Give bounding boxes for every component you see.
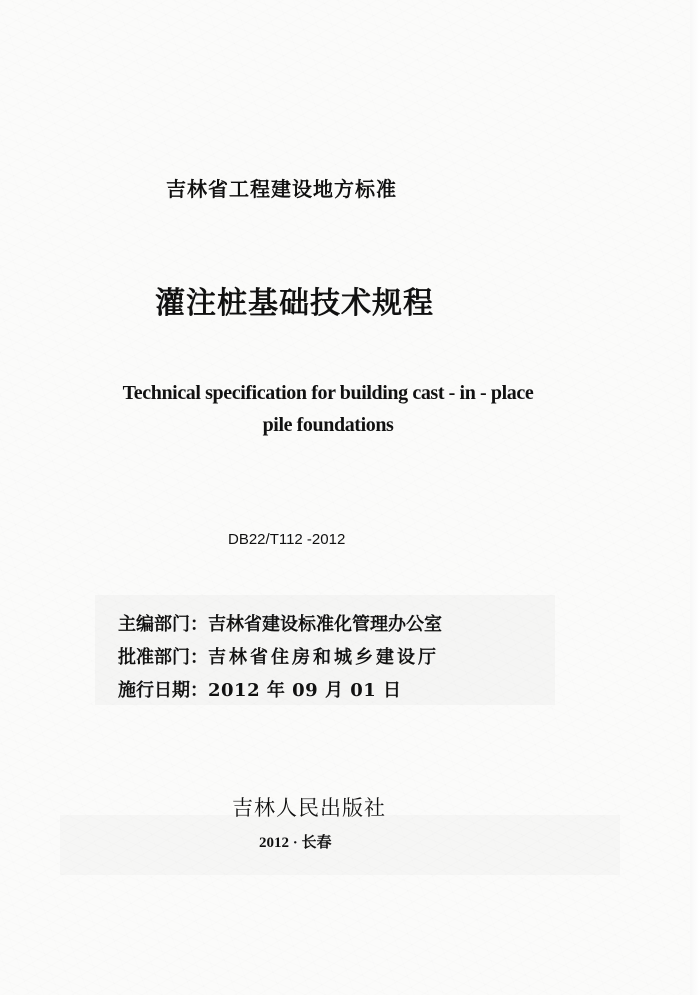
chief-editor-label: 主编部门： xyxy=(118,613,208,635)
approval-label: 批准部门： xyxy=(118,646,208,668)
series-title: 吉林省工程建设地方标准 xyxy=(166,177,397,201)
publication-year-city: 2012 · 长春 xyxy=(259,835,332,851)
effective-date-row xyxy=(118,672,538,705)
chief-editor-row xyxy=(118,606,538,639)
main-title: 灌注桩基础技术规程 xyxy=(155,286,434,321)
effective-date-value: 2012 年 09 月 01 日 xyxy=(208,679,402,701)
page-edge xyxy=(690,0,700,995)
effective-date-label: 施行日期： xyxy=(118,679,208,701)
standard-code: DB22/T112 -2012 xyxy=(228,531,346,548)
issuing-info xyxy=(118,606,538,705)
english-title-line-1: Technical specification for building cast - in - place xyxy=(122,382,534,404)
chief-editor-value: 吉林省建设标准化管理办公室 xyxy=(208,613,442,635)
approval-value: 吉林省住房和城乡建设厅 xyxy=(208,646,439,668)
english-title xyxy=(63,377,593,441)
approval-row xyxy=(118,639,538,672)
publisher-name: 吉林人民出版社 xyxy=(232,796,386,820)
english-title-line-2: pile foundations xyxy=(262,414,394,436)
